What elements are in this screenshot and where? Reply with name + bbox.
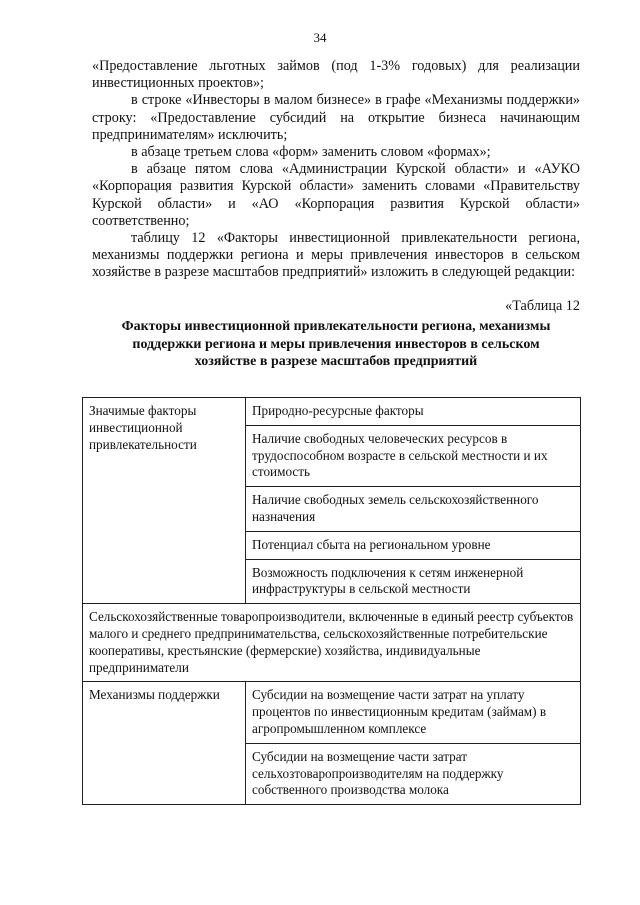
category-row-cell: Сельскохозяйственные товаропроизводители, включенные в единый реестр субъектов малого и среднего предпринимательства, сельскохозяйственные потребительские кооперативы, крестьянские (фермерские) хозяйства, индивидуальные предприниматели xyxy=(83,604,581,682)
factor-cell-1: Природно-ресурсные факторы xyxy=(246,398,581,426)
factor-cell-3: Наличие свободных земель сельскохозяйственного назначения xyxy=(246,487,581,532)
support-cell-1: Субсидии на возмещение части затрат на уплату процентов по инвестиционным кредитам (займам) в агропромышленном комплексе xyxy=(246,682,581,743)
table-reference: «Таблица 12 xyxy=(505,298,580,314)
table-row xyxy=(83,604,581,682)
page-number: 34 xyxy=(313,30,327,45)
factors-table xyxy=(82,397,581,805)
factor-cell-5: Возможность подключения к сетям инженерной инфраструктуры в сельской местности xyxy=(246,559,581,604)
table-row xyxy=(83,398,581,426)
table-title: Факторы инвестиционной привлекательности региона, механизмы поддержки региона и меры привлечения инвесторов в сельском хозяйстве в разрезе масштабов предприятий xyxy=(121,319,551,369)
paragraph-1: «Предоставление льготных займов (под 1-3% годовых) для реализации инвестиционных проектов»; xyxy=(92,58,580,92)
support-cell-2: Субсидии на возмещение части затрат сельхозтоваропроизводителям на поддержку собственного производства молока xyxy=(246,743,581,804)
paragraph-4: в абзаце пятом слова «Администрации Курской области» и «АУКО «Корпорация развития Курской области» заменить словами «Правительству Курской области» и «АО «Корпорация развития Курской области» соответственно; xyxy=(92,161,580,229)
factor-cell-2: Наличие свободных человеческих ресурсов в трудоспособном возрасте в сельской местности и их стоимость xyxy=(246,425,581,486)
support-label-cell: Механизмы поддержки xyxy=(83,682,246,805)
paragraph-2: в строке «Инвесторы в малом бизнесе» в графе «Механизмы поддержки» строку: «Предоставление субсидий на открытие бизнеса начинающим предпринимателям» исключить; xyxy=(92,92,580,143)
factor-cell-4: Потенциал сбыта на региональном уровне xyxy=(246,531,581,559)
body-text xyxy=(92,58,580,282)
paragraph-3: в абзаце третьем слова «форм» заменить словом «формах»; xyxy=(131,144,491,161)
table-row xyxy=(83,682,581,743)
paragraph-5: таблицу 12 «Факторы инвестиционной привлекательности региона, механизмы поддержки региона и меры привлечения инвесторов в сельском хозяйстве в разрезе масштабов предприятий» изложить в следующей редакции: xyxy=(92,230,580,281)
factors-label-cell: Значимые факторы инвестиционной привлекательности xyxy=(83,398,246,604)
